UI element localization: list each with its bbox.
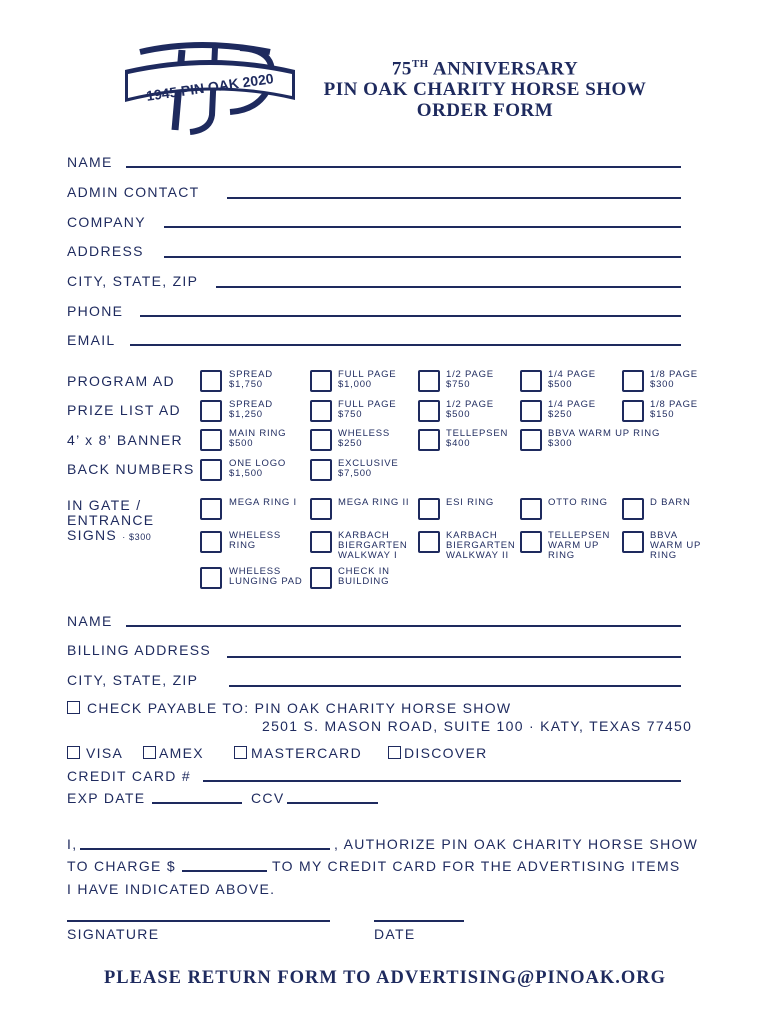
exp-date-label: EXP DATE xyxy=(67,790,146,806)
program-ad-eighth-page-checkbox[interactable] xyxy=(622,370,644,392)
sign-otto-ring-option: OTTO RING xyxy=(548,497,608,508)
prize-list-full-page-option: FULL PAGE $750 xyxy=(338,399,397,420)
ccv-field[interactable] xyxy=(287,802,378,804)
logo-graphic xyxy=(120,40,300,135)
admin-contact-label: ADMIN CONTACT xyxy=(67,184,200,200)
sign-karbach-walkway-2-option: KARBACH BIERGARTEN WALKWAY II xyxy=(446,530,516,561)
check-payable-checkbox[interactable] xyxy=(67,701,80,714)
admin-contact-field[interactable] xyxy=(227,197,681,199)
banner-wheless-checkbox[interactable] xyxy=(310,429,332,451)
name-label: NAME xyxy=(67,154,113,170)
return-form-footer: PLEASE RETURN FORM TO ADVERTISING@PINOAK.ORG xyxy=(103,968,667,988)
sign-tellepsen-warm-up-option: TELLEPSEN WARM UP RING xyxy=(548,530,611,561)
amex-label: AMEX xyxy=(159,745,204,761)
sign-karbach-walkway-2-checkbox[interactable] xyxy=(418,531,440,553)
in-gate-label: IN GATE / xyxy=(67,497,142,513)
discover-label: DISCOVER xyxy=(404,745,488,761)
credit-card-number-field[interactable] xyxy=(203,780,681,782)
authorize-statement: , AUTHORIZE PIN OAK CHARITY HORSE SHOW xyxy=(334,836,699,852)
program-ad-half-page-checkbox[interactable] xyxy=(418,370,440,392)
program-ad-full-page-checkbox[interactable] xyxy=(310,370,332,392)
email-field[interactable] xyxy=(130,344,681,346)
sign-check-in-building-checkbox[interactable] xyxy=(310,567,332,589)
pin-oak-logo xyxy=(120,40,300,135)
program-ad-full-page-option: FULL PAGE $1,000 xyxy=(338,369,397,390)
banner-bbva-option: BBVA WARM UP RING $300 xyxy=(548,428,661,449)
sign-wheless-ring-checkbox[interactable] xyxy=(200,531,222,553)
signs-price: · $300 xyxy=(122,532,152,542)
to-card-statement: TO MY CREDIT CARD FOR THE ADVERTISING ITEMS xyxy=(272,858,681,874)
logo-years-text: 1945 PIN OAK 2020 xyxy=(145,70,275,104)
sign-mega-ring-2-option: MEGA RING II xyxy=(338,497,410,508)
check-payable-label: CHECK PAYABLE TO: PIN OAK CHARITY HORSE SHOW xyxy=(87,700,512,716)
prize-list-half-page-option: 1/2 PAGE $500 xyxy=(446,399,494,420)
banner-wheless-option: WHELESS $250 xyxy=(338,428,391,449)
sign-check-in-building-option: CHECK IN BUILDING xyxy=(338,566,390,587)
sign-mega-ring-1-option: MEGA RING I xyxy=(229,497,297,508)
billing-name-field[interactable] xyxy=(126,625,681,627)
exp-date-field[interactable] xyxy=(152,802,242,804)
visa-label: VISA xyxy=(86,745,124,761)
charge-amount-field[interactable] xyxy=(182,870,267,872)
sign-wheless-ring-option: WHELESS RING xyxy=(229,530,282,551)
sign-wheless-lunging-pad-option: WHELESS LUNGING PAD xyxy=(229,566,303,587)
entrance-label: ENTRANCE xyxy=(67,512,155,528)
authorize-name-field[interactable] xyxy=(80,848,330,850)
program-ad-quarter-page-option: 1/4 PAGE $500 xyxy=(548,369,596,390)
sign-otto-ring-checkbox[interactable] xyxy=(520,498,542,520)
prize-list-quarter-page-option: 1/4 PAGE $250 xyxy=(548,399,596,420)
address-field[interactable] xyxy=(164,256,681,258)
prize-list-spread-checkbox[interactable] xyxy=(200,400,222,422)
credit-card-number-label: CREDIT CARD # xyxy=(67,768,191,784)
program-ad-label: PROGRAM AD xyxy=(67,373,175,389)
prize-list-full-page-checkbox[interactable] xyxy=(310,400,332,422)
discover-checkbox[interactable] xyxy=(388,746,401,759)
back-numbers-one-logo-option: ONE LOGO $1,500 xyxy=(229,458,287,479)
sign-karbach-walkway-1-option: KARBACH BIERGARTEN WALKWAY I xyxy=(338,530,408,561)
to-charge-label: TO CHARGE $ xyxy=(67,858,176,874)
phone-field[interactable] xyxy=(140,315,681,317)
prize-list-eighth-page-checkbox[interactable] xyxy=(622,400,644,422)
sign-mega-ring-2-checkbox[interactable] xyxy=(310,498,332,520)
date-label: DATE xyxy=(374,926,416,942)
sign-d-barn-option: D BARN xyxy=(650,497,691,508)
header-line-3: ORDER FORM xyxy=(416,100,554,121)
ccv-label: CCV xyxy=(251,790,285,806)
sign-esi-ring-option: ESI RING xyxy=(446,497,495,508)
company-label: COMPANY xyxy=(67,214,146,230)
banner-main-ring-option: MAIN RING $500 xyxy=(229,428,287,449)
signature-field[interactable] xyxy=(67,920,330,922)
sign-tellepsen-warm-up-checkbox[interactable] xyxy=(520,531,542,553)
program-ad-spread-checkbox[interactable] xyxy=(200,370,222,392)
program-ad-spread-option: SPREAD $1,750 xyxy=(229,369,273,390)
mastercard-checkbox[interactable] xyxy=(234,746,247,759)
indicated-statement: I HAVE INDICATED ABOVE. xyxy=(67,881,276,897)
company-field[interactable] xyxy=(164,226,681,228)
billing-name-label: NAME xyxy=(67,613,113,629)
header-line-1: 75TH ANNIVERSARY xyxy=(391,58,579,80)
visa-checkbox[interactable] xyxy=(67,746,80,759)
back-numbers-one-logo-checkbox[interactable] xyxy=(200,459,222,481)
sign-bbva-warm-up-option: BBVA WARM UP RING xyxy=(650,530,702,561)
city-state-zip-label: CITY, STATE, ZIP xyxy=(67,273,199,289)
phone-label: PHONE xyxy=(67,303,124,319)
sign-karbach-walkway-1-checkbox[interactable] xyxy=(310,531,332,553)
sign-bbva-warm-up-checkbox[interactable] xyxy=(622,531,644,553)
amex-checkbox[interactable] xyxy=(143,746,156,759)
sign-esi-ring-checkbox[interactable] xyxy=(418,498,440,520)
billing-city-state-zip-field[interactable] xyxy=(229,685,681,687)
prize-list-eighth-page-option: 1/8 PAGE $150 xyxy=(650,399,698,420)
email-label: EMAIL xyxy=(67,332,116,348)
city-state-zip-field[interactable] xyxy=(216,286,681,288)
banner-tellepsen-checkbox[interactable] xyxy=(418,429,440,451)
authorize-i-label: I, xyxy=(67,836,78,852)
check-mailing-address: 2501 S. MASON ROAD, SUITE 100 · KATY, TEXAS 77450 xyxy=(262,718,693,734)
billing-address-label: BILLING ADDRESS xyxy=(67,642,211,658)
prize-list-half-page-checkbox[interactable] xyxy=(418,400,440,422)
signature-label: SIGNATURE xyxy=(67,926,160,942)
sign-mega-ring-1-checkbox[interactable] xyxy=(200,498,222,520)
program-ad-half-page-option: 1/2 PAGE $750 xyxy=(446,369,494,390)
back-numbers-exclusive-checkbox[interactable] xyxy=(310,459,332,481)
billing-city-state-zip-label: CITY, STATE, ZIP xyxy=(67,672,199,688)
back-numbers-exclusive-option: EXCLUSIVE $7,500 xyxy=(338,458,399,479)
sign-wheless-lunging-pad-checkbox[interactable] xyxy=(200,567,222,589)
banner-main-ring-checkbox[interactable] xyxy=(200,429,222,451)
date-field[interactable] xyxy=(374,920,464,922)
signs-label: SIGNS · $300 xyxy=(67,527,152,543)
header-line-2: PIN OAK CHARITY HORSE SHOW xyxy=(323,79,647,100)
prize-list-ad-label: PRIZE LIST AD xyxy=(67,402,181,418)
address-label: ADDRESS xyxy=(67,243,144,259)
name-field[interactable] xyxy=(126,166,681,168)
program-ad-quarter-page-checkbox[interactable] xyxy=(520,370,542,392)
billing-address-field[interactable] xyxy=(227,656,681,658)
prize-list-quarter-page-checkbox[interactable] xyxy=(520,400,542,422)
mastercard-label: MASTERCARD xyxy=(251,745,363,761)
banner-bbva-checkbox[interactable] xyxy=(520,429,542,451)
banner-tellepsen-option: TELLEPSEN $400 xyxy=(446,428,509,449)
sign-d-barn-checkbox[interactable] xyxy=(622,498,644,520)
program-ad-eighth-page-option: 1/8 PAGE $300 xyxy=(650,369,698,390)
banner-label: 4’ x 8’ BANNER xyxy=(67,432,183,448)
back-numbers-label: BACK NUMBERS xyxy=(67,461,195,477)
prize-list-spread-option: SPREAD $1,250 xyxy=(229,399,273,420)
